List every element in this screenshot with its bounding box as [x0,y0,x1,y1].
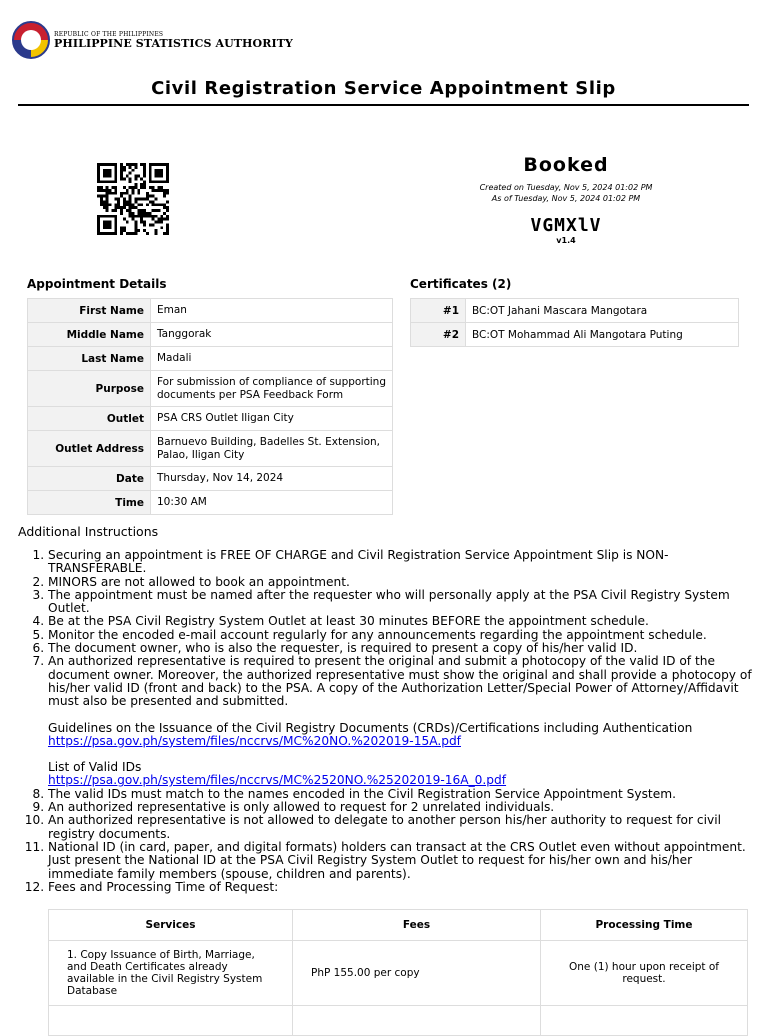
fees-table [48,909,748,1036]
certificate-value: BC:OT Jahani Mascara Mangotara [466,299,739,323]
table-row [49,941,748,1006]
valid-ids-text: List of Valid IDs [48,760,142,775]
psa-header [12,16,293,64]
reference-code: VGMXlV [530,215,602,236]
version-label: v1.4 [556,236,576,245]
table-row [28,323,393,347]
column-header-services: Services [49,910,293,941]
list-item: 10. An authorized representative is not allowed to delegate to another person his/her authority to request for civil registry documents. [48,814,754,841]
table-row [49,1006,748,1036]
certificate-number: #1 [411,299,466,323]
certificate-value: BC:OT Mohammad Ali Mangotara Puting [466,323,739,347]
field-label: Last Name [28,347,151,371]
status-label: Booked [523,154,609,176]
column-header-processing-time: Processing Time [541,910,748,941]
certificate-number: #2 [411,323,466,347]
field-value: Barnuevo Building, Badelles St. Extension, Palao, Iligan City [151,431,393,467]
table-row [411,323,739,347]
guidelines-link[interactable]: https://psa.gov.ph/system/files/nccrvs/MC%20NO.%202019-15A.pdf [48,733,461,748]
table-row [28,347,393,371]
table-row [411,299,739,323]
certificates-table [410,298,739,347]
created-timestamp: Created on Tuesday, Nov 5, 2024 01:02 PM [479,183,653,192]
field-value: 10:30 AM [151,491,393,515]
guidelines-text: Guidelines on the Issuance of the Civil Registry Documents (CRDs)/Certifications including Authentication [48,720,693,735]
column-header-fees: Fees [293,910,541,941]
appointment-details-table [27,298,393,515]
field-label: Date [28,467,151,491]
field-label: Outlet Address [28,431,151,467]
field-label: Outlet [28,407,151,431]
agency-name: PHILIPPINE STATISTICS AUTHORITY [54,36,293,50]
field-value: Madali [151,347,393,371]
field-value: Eman [151,299,393,323]
list-item: 8. The valid IDs must match to the names encoded in the Civil Registration Service Appointment System. [48,788,754,801]
field-value: PSA CRS Outlet Iligan City [151,407,393,431]
list-item [48,655,754,787]
field-label: Time [28,491,151,515]
list-item: 6. The document owner, who is also the requester, is required to present a copy of his/her valid ID. [48,642,754,655]
as-of-timestamp: As of Tuesday, Nov 5, 2024 01:02 PM [491,194,641,203]
table-row [28,371,393,407]
list-item: 11. National ID (in card, paper, and digital formats) holders can transact at the CRS Outlet even without appointment. Just present the National ID at the PSA Civil Registry System Outlet to request for his/her own and his/her immediate family members (spouse, children and parents). [48,841,754,881]
status-block [410,154,722,245]
agency-name-block [54,32,293,49]
page-title: Civil Registration Service Appointment Slip [151,78,616,99]
list-item: 1. Securing an appointment is FREE OF CHARGE and Civil Registration Service Appointment Slip is NON-TRANSFERABLE. [48,549,754,576]
list-item: 12. Fees and Processing Time of Request: [48,881,754,894]
field-value: Tanggorak [151,323,393,347]
field-value: For submission of compliance of supporting documents per PSA Feedback Form [151,371,393,407]
qr-code-icon [95,163,171,235]
list-item: 3. The appointment must be named after the requester who will personally apply at the PSA Civil Registry System Outlet. [48,589,754,616]
title-divider [18,104,749,106]
table-header-row [49,910,748,941]
table-row [28,407,393,431]
table-row [28,467,393,491]
appointment-details-heading: Appointment Details [27,277,167,291]
fee-cell: PhP 155.00 per copy [293,941,541,1006]
service-cell: 1. Copy Issuance of Birth, Marriage, and Death Certificates already available in the Civil Registry System Database [49,941,293,1006]
field-label: Middle Name [28,323,151,347]
processing-time-cell: One (1) hour upon receipt of request. [541,941,748,1006]
certificates-heading: Certificates (2) [410,277,512,291]
valid-ids-link[interactable]: https://psa.gov.ph/system/files/nccrvs/MC%2520NO.%25202019-16A_0.pdf [48,773,507,788]
field-label: First Name [28,299,151,323]
table-row [28,491,393,515]
table-row [28,431,393,467]
additional-instructions-heading: Additional Instructions [18,524,159,539]
list-item: 5. Monitor the encoded e-mail account regularly for any announcements regarding the appointment schedule. [48,629,754,642]
list-item: 2. MINORS are not allowed to book an appointment. [48,576,754,589]
republic-label: REPUBLIC OF THE PHILIPPINES [54,30,164,38]
instruction-text: An authorized representative is required to present the original and submit a photocopy of the valid ID of the document owner. Moreover, the authorized representative must show the original and shall provide a photocopy of his/her valid ID (front and back) to the PSA. A copy of the Authorization Letter/Special Power of Attorney/Affidavit must also be presented and submitted. [48,654,752,709]
field-value: Thursday, Nov 14, 2024 [151,467,393,491]
list-item: 9. An authorized representative is only allowed to request for 2 unrelated individuals. [48,801,754,814]
table-row [28,299,393,323]
field-label: Purpose [28,371,151,407]
instructions-list [18,549,754,894]
list-item: 4. Be at the PSA Civil Registry System Outlet at least 30 minutes BEFORE the appointment schedule. [48,615,754,628]
psa-seal-icon [12,21,50,59]
